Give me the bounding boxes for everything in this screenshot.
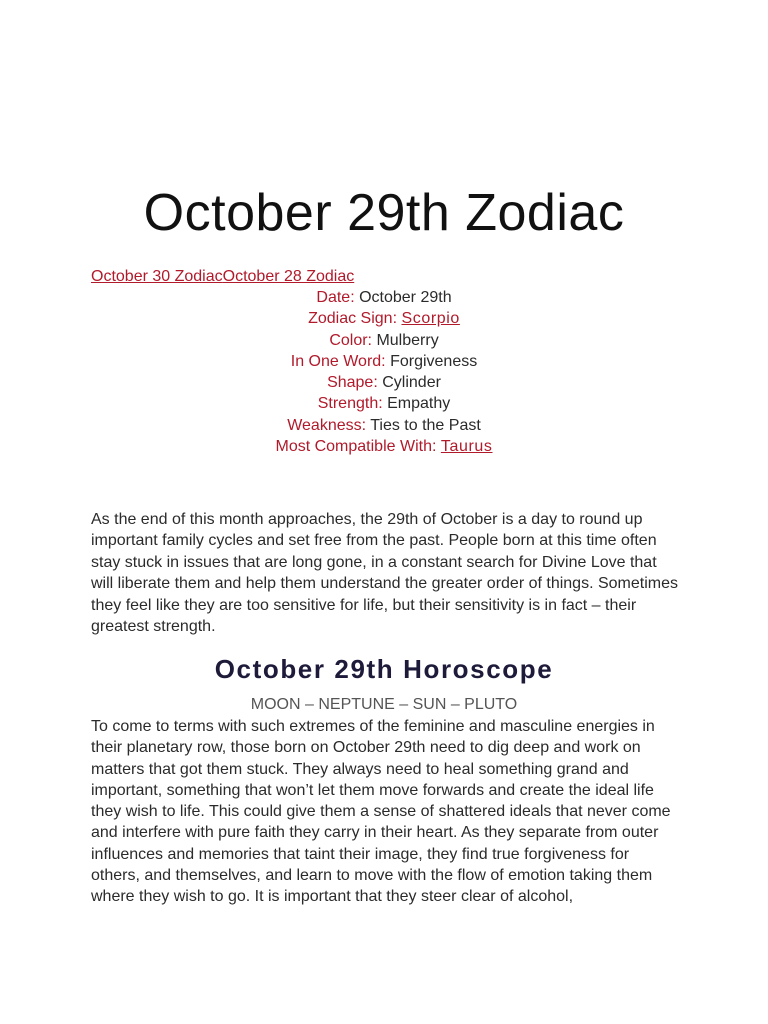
fact-label: Most Compatible With:	[275, 438, 437, 456]
fact-shape	[0, 372, 768, 393]
fact-value: Mulberry	[376, 331, 439, 349]
taurus-link[interactable]: Taurus	[440, 438, 493, 456]
fact-date	[0, 287, 768, 308]
fact-value: Forgiveness	[390, 352, 478, 370]
page-title: October 29th Zodiac	[143, 184, 625, 242]
fact-strength	[0, 393, 768, 414]
planetary-row: MOON – NEPTUNE – SUN – PLUTO	[250, 696, 518, 713]
fact-label: Shape:	[327, 374, 378, 392]
fact-color	[0, 330, 768, 351]
fact-label: Zodiac Sign:	[308, 310, 398, 328]
fact-weakness	[0, 415, 768, 436]
fact-label: Color:	[329, 331, 372, 349]
horoscope-heading: October 29th Horoscope	[214, 654, 554, 684]
fact-one-word	[0, 351, 768, 372]
scorpio-link[interactable]: Scorpio	[401, 310, 460, 328]
horoscope-paragraph: To come to terms with such extremes of the feminine and masculine energies in their planetary row, those born on October 29th need to dig deep and work on matters that got them stuck. They always need to heal something grand and important, something that won’t let them move forwards and create the ideal life they wish to life. This could give them a sense of shattered ideals that never come and interfere with pure faith they carry in their heart. As they separate from outer influences and memories that taint their image, they find true forgiveness for others, and themselves, and learn to move with the flow of emotion taking them where they wish to go. It is important that they steer clear of alcohol,	[91, 718, 671, 906]
fact-compatible	[0, 436, 768, 457]
fact-label: Weakness:	[287, 416, 367, 434]
fact-value: Empathy	[387, 395, 451, 413]
next-zodiac-link[interactable]: October 30 Zodiac	[91, 268, 223, 285]
fact-value: Cylinder	[382, 374, 441, 392]
fact-label: Date:	[316, 289, 355, 306]
fact-value: October 29th	[359, 289, 452, 306]
fact-value: Ties to the Past	[370, 416, 481, 434]
fact-zodiac-sign	[0, 308, 768, 329]
prev-zodiac-link[interactable]: October 28 Zodiac	[222, 268, 355, 285]
zodiac-facts	[0, 287, 768, 457]
fact-label: Strength:	[317, 395, 383, 413]
fact-label: In One Word:	[290, 352, 386, 370]
zodiac-nav	[91, 266, 354, 287]
intro-paragraph: As the end of this month approaches, the 29th of October is a day to round up important family cycles and set free from the past. People born at this time often stay stuck in issues that are long gone, in a constant search for Divine Love that will liberate them and help them understand the greater order of things. Sometimes they feel like they are too sensitive for life, but their sensitivity is in fact – their greatest strength.	[91, 511, 678, 636]
